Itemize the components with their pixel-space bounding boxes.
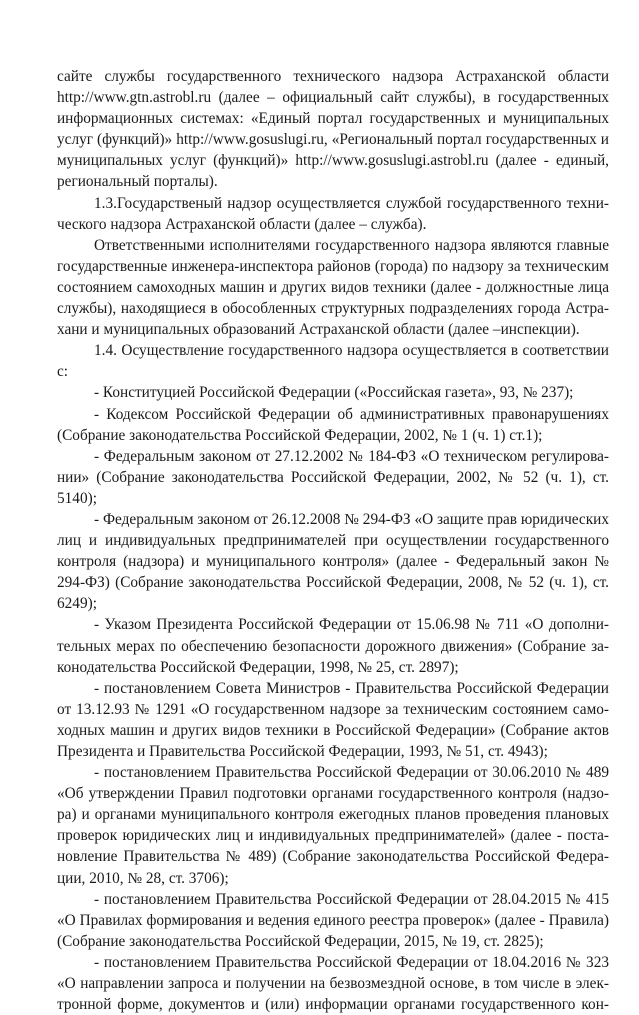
text-line: лиц и индивидуальных предпринимателей при осуществлении государственного: [57, 532, 609, 550]
text-line: проверок юридических лиц и индивидуальных предпринимателей» (далее - поста-: [57, 827, 609, 845]
text-line: от 13.12.93 № 1291 «О государственном надзоре за техническим состоянием само-: [57, 700, 609, 718]
text-line: - постановлением Совета Министров - Правительства Российской Федерации: [94, 679, 609, 697]
text-line: состоянием самоходных машин и других видов техники (далее - должностные лица: [57, 278, 609, 296]
text-line: тельных мерах по обеспечению безопасности дорожного движения» (Собрание за-: [57, 637, 609, 655]
text-line: - постановлением Правительства Российской Федерации от 18.04.2016 № 323: [94, 953, 609, 971]
text-line: конодательства Российской Федерации, 1998, № 25, ст. 2897);: [57, 658, 459, 676]
text-line: контроля (надзора) и муниципального контроля» (далее - Федеральный закон №: [57, 553, 609, 571]
text-line: 6249);: [57, 595, 97, 613]
text-line: 294-ФЗ) (Собрание законодательства Российской Федерации, 2008, № 52 (ч. 1), ст.: [57, 574, 609, 592]
text-line: Ответственными исполнителями государственного надзора являются главные: [94, 236, 609, 254]
document-body: [57, 66, 609, 1015]
text-line: ческого надзора Астраханской области (далее – служба).: [57, 215, 427, 233]
text-line: (Собрание законодательства Российской Федерации, 2015, № 19, ст. 2825);: [57, 932, 544, 950]
text-line: ции, 2010, № 28, ст. 3706);: [57, 869, 229, 887]
text-line: нии» (Собрание законодательства Российской Федерации, 2002, № 52 (ч. 1), ст.: [57, 468, 609, 486]
text-line: - постановлением Правительства Российской Федерации от 30.06.2010 № 489: [94, 764, 609, 782]
text-line: информационных системах: «Единый портал государственных и муниципальных: [57, 110, 609, 128]
text-line: «О направлении запроса и получении на безвозмездной основе, в том числе в элек-: [57, 975, 609, 993]
text-line: Президента и Правительства Российской Федерации, 1993, № 51, ст. 4943);: [57, 743, 548, 760]
text-line: «Об утверждении Правил подготовки органами государственного контроля (надзо-: [57, 785, 609, 803]
text-line: 1.3.Государственый надзор осуществляется службой государственного техни-: [94, 194, 609, 212]
text-line: «О Правилах формирования и ведения единого реестра проверок» (далее - Правила): [57, 911, 609, 929]
text-line: региональный порталы).: [57, 173, 218, 191]
text-line: http://www.gtn.astrobl.ru (далее – официальный сайт службы), в государственных: [57, 89, 609, 107]
text-line: - Федеральным законом от 27.12.2002 № 184-ФЗ «О техническом регулирова-: [94, 447, 609, 465]
text-line: ходных машин и других видов техники в Российской Федерации» (Собрание актов: [57, 721, 609, 739]
text-line: - Указом Президента Российской Федерации от 15.06.98 № 711 «О дополни-: [94, 616, 609, 634]
text-line: сайте службы государственного технического надзора Астраханской области: [57, 68, 609, 85]
text-line: ра) и органами муниципального контроля ежегодных планов проведения плановых: [57, 806, 609, 824]
text-line: с:: [57, 363, 69, 381]
text-line: - Кодексом Российской Федерации об административных правонарушениях: [94, 405, 609, 423]
text-line: службы), находящиеся в обособленных структурных подразделениях города Астра-: [57, 300, 609, 318]
text-line: муниципальных услуг (функций)» http://www.gosuslugi.astrobl.ru (далее - единый,: [57, 152, 609, 170]
text-line: новление Правительства № 489) (Собрание законодательства Российской Федера-: [57, 848, 609, 866]
text-line: услуг (функций)» http://www.gosuslugi.ru, «Региональный портал государственных и: [57, 131, 609, 149]
text-line: 5140);: [57, 489, 97, 507]
text-line: хани и муниципальных образований Астраханской области (далее –инспекции).: [57, 321, 580, 339]
text-line: - Федеральным законом от 26.12.2008 № 294-ФЗ «О защите прав юридических: [94, 510, 609, 528]
text-line: тронной форме, документов и (или) информации органами государственного кон-: [57, 996, 609, 1014]
text-line: (Собрание законодательства Российской Федерации, 2002, № 1 (ч. 1) ст.1);: [57, 426, 543, 444]
text-line: 1.4. Осуществление государственного надзора осуществляется в соответствии: [94, 342, 609, 360]
text-line: государственные инженера-инспектора районов (города) по надзору за техническим: [57, 257, 609, 275]
text-line: - постановлением Правительства Российской Федерации от 28.04.2015 № 415: [94, 890, 609, 908]
text-line: - Конституцией Российской Федерации («Российская газета», 93, № 237);: [94, 384, 574, 402]
